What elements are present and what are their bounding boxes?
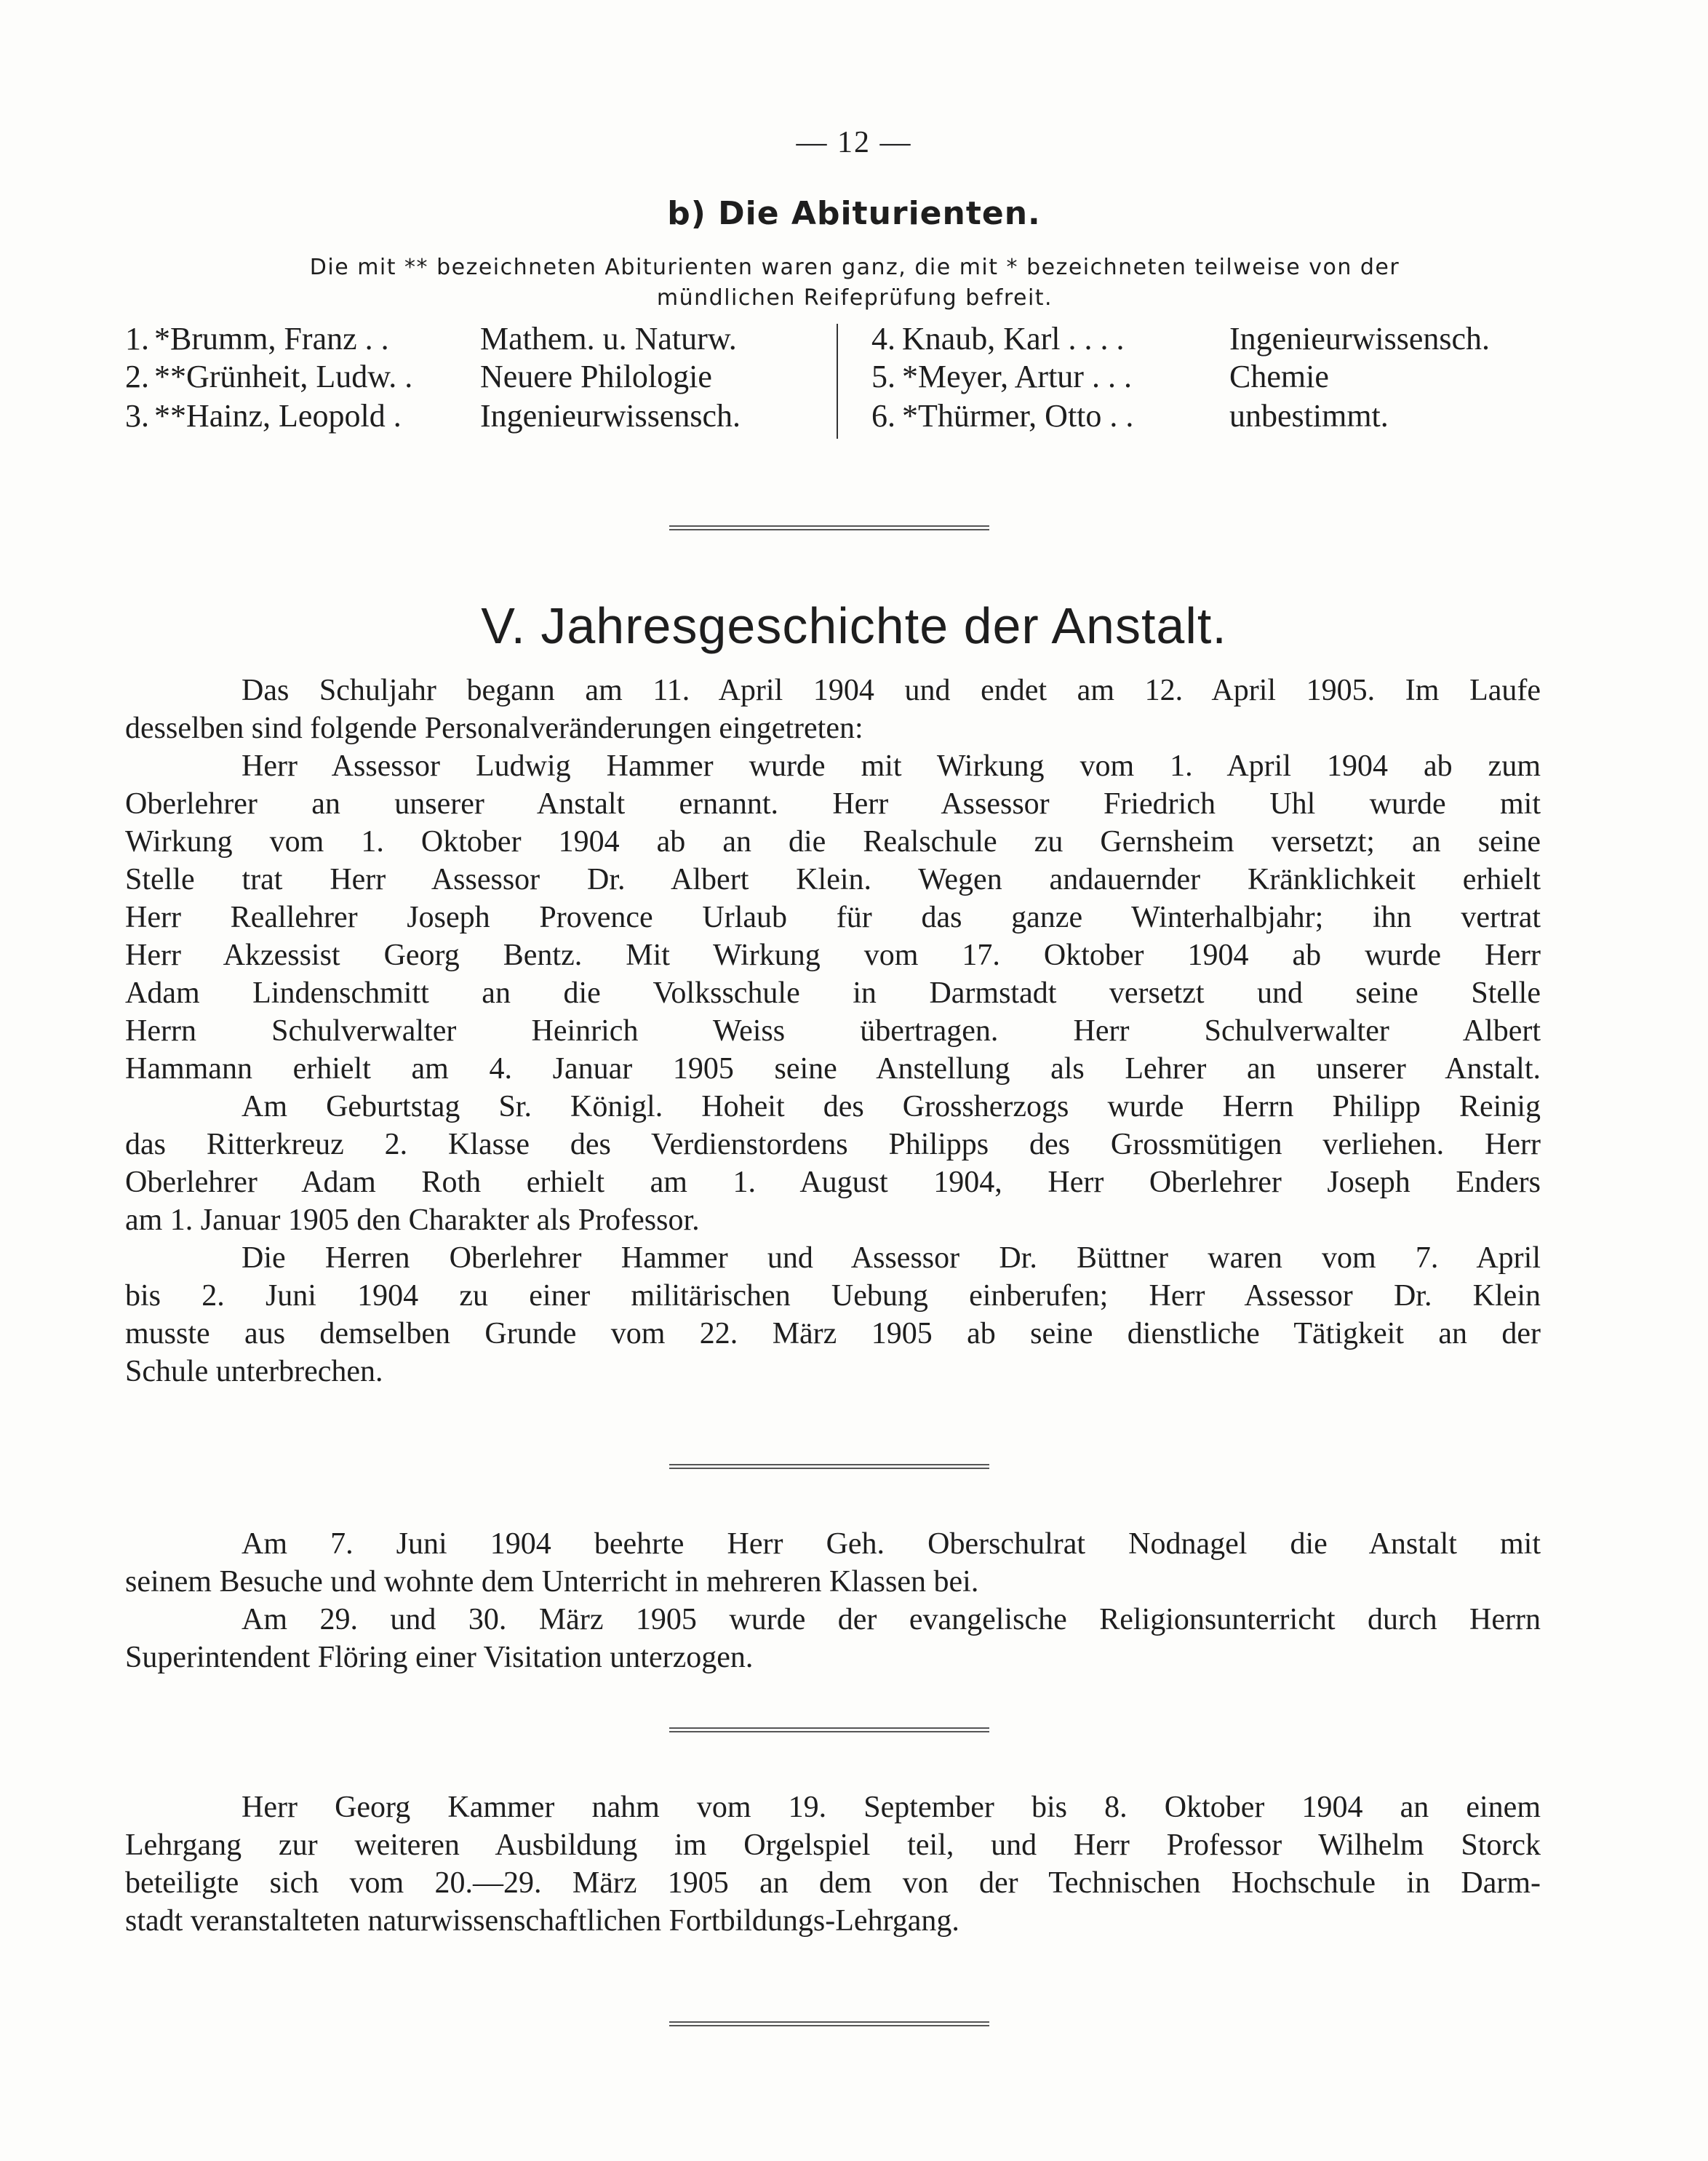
separator-rule xyxy=(669,2021,989,2026)
graduate-6-field: unbestimmt. xyxy=(1229,398,1389,434)
paragraph-line: Am 29. und 30. März 1905 wurde der evangelische Religionsunterricht durch Herrn xyxy=(242,1603,1541,1636)
graduate-2-field: Neuere Philologie xyxy=(480,359,712,394)
paragraph-line: Am 7. Juni 1904 beehrte Herr Geh. Oberschulrat Nodnagel die Anstalt mit xyxy=(242,1527,1541,1561)
paragraph-line: Herr Reallehrer Joseph Provence Urlaub für das ganze Winterhalbjahr; ihn vertrat xyxy=(125,901,1541,934)
paragraph-line: seinem Besuche und wohnte dem Unterricht in mehreren Klassen bei. xyxy=(125,1565,979,1599)
paragraph-line: stadt veranstalteten naturwissenschaftlichen Fortbildungs-Lehrgang. xyxy=(125,1904,959,1938)
paragraph-line: Das Schuljahr begann am 11. April 1904 und endet am 12. April 1905. Im Laufe xyxy=(242,674,1541,707)
paragraph-line: Hammann erhielt am 4. Januar 1905 seine Anstellung als Lehrer an unserer Anstalt. xyxy=(125,1052,1541,1086)
graduate-5-name: *Meyer, Artur . . . xyxy=(902,359,1132,394)
paragraph-line: Lehrgang zur weiteren Ausbildung im Orgelspiel teil, und Herr Professor Wilhelm Storck xyxy=(125,1828,1541,1862)
graduate-1-field: Mathem. u. Naturw. xyxy=(480,321,737,357)
paragraph-line: Die Herren Oberlehrer Hammer und Assessor Dr. Büttner waren vom 7. April xyxy=(242,1241,1541,1275)
graduate-2-number: 2. xyxy=(125,359,149,394)
paragraph-line: Herr Akzessist Georg Bentz. Mit Wirkung vom 17. Oktober 1904 ab wurde Herr xyxy=(125,939,1541,972)
graduate-4-name: Knaub, Karl . . . . xyxy=(902,321,1125,357)
paragraph-line: Superintendent Flöring einer Visitation unterzogen. xyxy=(125,1641,754,1674)
separator-rule xyxy=(669,525,989,530)
separator-rule xyxy=(669,1727,989,1732)
graduate-3-number: 3. xyxy=(125,398,149,434)
paragraph-line: bis 2. Juni 1904 zu einer militärischen Uebung einberufen; Herr Assessor Dr. Klein xyxy=(125,1279,1541,1313)
paragraph-line: Herrn Schulverwalter Heinrich Weiss übertragen. Herr Schulverwalter Albert xyxy=(125,1014,1541,1048)
paragraph-line: Am Geburtstag Sr. Königl. Hoheit des Grossherzogs wurde Herrn Philipp Reinig xyxy=(242,1090,1541,1123)
paragraph-line: am 1. Januar 1905 den Charakter als Professor. xyxy=(125,1203,700,1237)
graduate-3-field: Ingenieurwissensch. xyxy=(480,398,741,434)
section-b-title: b) Die Abiturienten. xyxy=(667,195,1041,232)
graduate-5-field: Chemie xyxy=(1229,359,1329,394)
paragraph-line: Schule unterbrechen. xyxy=(125,1355,383,1388)
page-number: — 12 — xyxy=(796,126,912,159)
paragraph-line: Adam Lindenschmitt an die Volksschule in Darmstadt versetzt und seine Stelle xyxy=(125,976,1541,1010)
graduate-1-number: 1. xyxy=(125,321,149,357)
paragraph-line: das Ritterkreuz 2. Klasse des Verdienstordens Philipps des Grossmütigen verliehen. Herr xyxy=(125,1128,1541,1161)
section-v-title: V. Jahresgeschichte der Anstalt. xyxy=(481,597,1227,654)
graduate-3-name: **Hainz, Leopold . xyxy=(154,398,402,434)
graduate-2-name: **Grünheit, Ludw. . xyxy=(154,359,413,394)
paragraph-line: Oberlehrer Adam Roth erhielt am 1. August 1904, Herr Oberlehrer Joseph Enders xyxy=(125,1166,1541,1199)
graduate-1-name: *Brumm, Franz . . xyxy=(154,321,389,357)
paragraph-line: Herr Georg Kammer nahm vom 19. September bis 8. Oktober 1904 an einem xyxy=(242,1791,1541,1824)
paragraph-line: Herr Assessor Ludwig Hammer wurde mit Wirkung vom 1. April 1904 ab zum xyxy=(242,749,1541,783)
paragraph-line: musste aus demselben Grunde vom 22. März 1905 ab seine dienstliche Tätigkeit an der xyxy=(125,1317,1541,1350)
graduate-6-name: *Thürmer, Otto . . xyxy=(902,398,1134,434)
section-b-note-line1: Die mit ** bezeichneten Abiturienten waren ganz, die mit * bezeichneten teilweise von der xyxy=(309,255,1400,280)
separator-rule xyxy=(669,1464,989,1469)
paragraph-line: Wirkung vom 1. Oktober 1904 ab an die Realschule zu Gernsheim versetzt; an seine xyxy=(125,825,1541,859)
graduate-6-number: 6. xyxy=(871,398,895,434)
graduate-4-field: Ingenieurwissensch. xyxy=(1229,321,1490,357)
section-b-note-line2: mündlichen Reifeprüfung befreit. xyxy=(656,285,1053,311)
paragraph-line: Stelle trat Herr Assessor Dr. Albert Klein. Wegen andauernder Kränklichkeit erhielt xyxy=(125,863,1541,896)
paragraph-line: desselben sind folgende Personalveränderungen eingetreten: xyxy=(125,712,863,745)
paragraph-line: Oberlehrer an unserer Anstalt ernannt. Herr Assessor Friedrich Uhl wurde mit xyxy=(125,787,1541,821)
graduate-4-number: 4. xyxy=(871,321,895,357)
graduate-5-number: 5. xyxy=(871,359,895,394)
paragraph-line: beteiligte sich vom 20.—29. März 1905 an dem von der Technischen Hochschule in Darm- xyxy=(125,1866,1541,1900)
column-divider xyxy=(837,324,838,439)
